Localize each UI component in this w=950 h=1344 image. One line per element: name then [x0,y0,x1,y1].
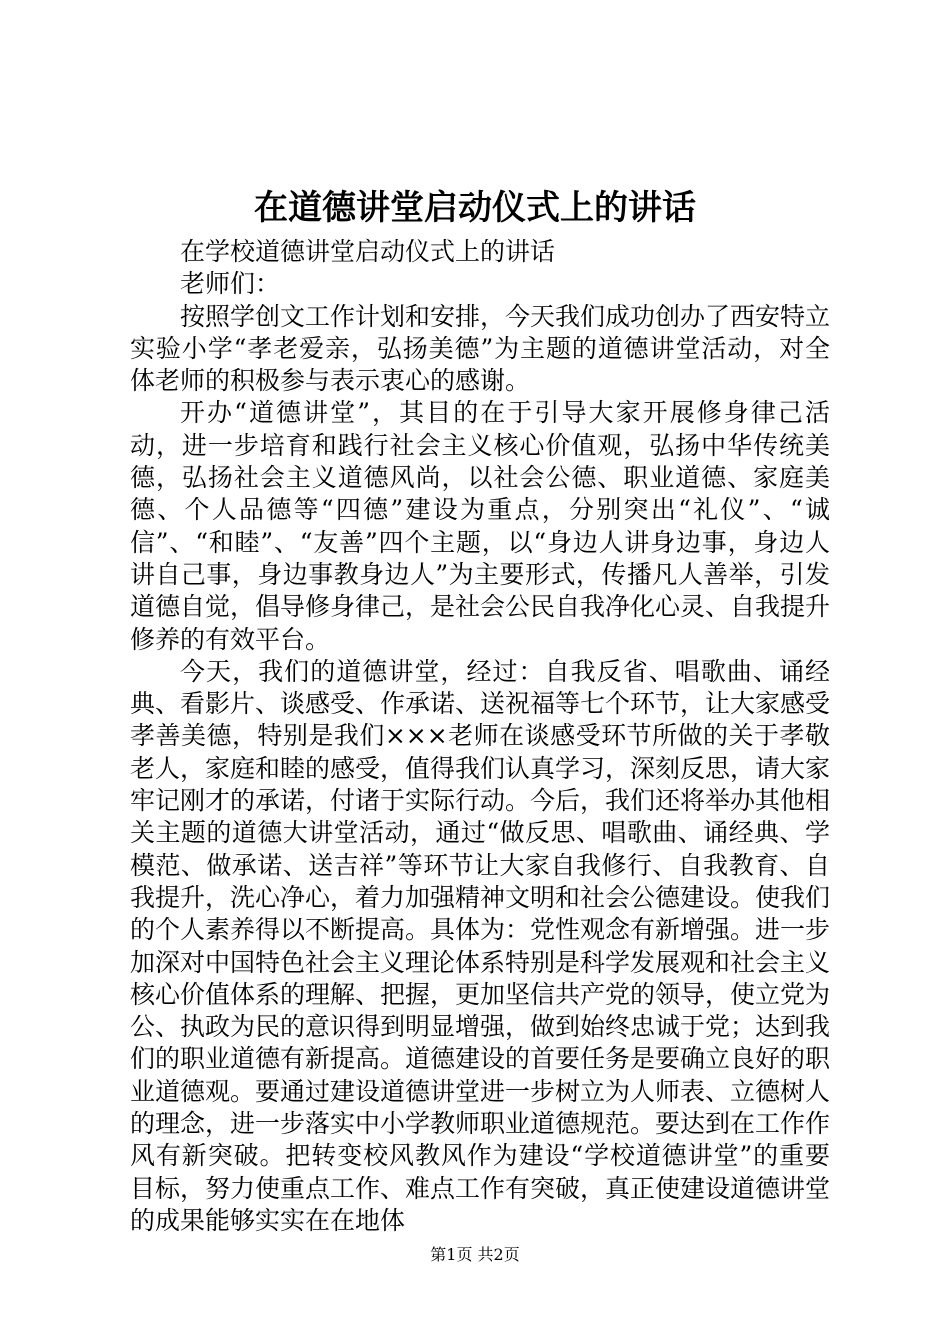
document-body [130,236,830,1237]
body-paragraph: 开办“道德讲堂”，其目的在于引导大家开展修身律己活动，进一步培育和践行社会主义核心价值观，弘扬中华传统美德，弘扬社会主义道德风尚，以社会公德、职业道德、家庭美德、个人品德等“四德”建设为重点，分别突出“礼仪”、“诚信”、“和睦”、“友善”四个主题，以“身边人讲身边事，身边人讲自己事，身边事教身边人”为主要形式，传播凡人善举，引发道德自觉，倡导修身律己，是社会公民自我净化心灵、自我提升修养的有效平台。 [130,398,831,654]
body-paragraph: 今天，我们的道德讲堂，经过：自我反省、唱歌曲、诵经典、看影片、谈感受、作承诺、送祝福等七个环节，让大家感受孝善美德，特别是我们×××老师在谈感受环节所做的关于孝敬老人，家庭和睦的感受，值得我们认真学习，深刻反思，请大家牢记刚才的承诺，付诸于实际行动。今后，我们还将举办其他相关主题的道德大讲堂活动，通过“做反思、唱歌曲、诵经典、学模范、做承诺、送吉祥”等环节让大家自我修行、自我教育、自我提升，洗心净心，着力加强精神文明和社会公德建设。使我们的个人素养得以不断提高。具体为：党性观念有新增强。进一步加深对中国特色社会主义理论体系特别是科学发展观和社会主义核心价值体系的理解、把握，更加坚信共产党的领导，使立党为公、执政为民的意识得到明显增强，做到始终忠诚于党；达到我们的职业道德有新提高。道德建设的首要任务是要确立良好的职业道德观。要通过建设道德讲堂进一步树立为人师表、立德树人的理念，进一步落实中小学教师职业道德规范。要达到在工作作风有新突破。把转变校风教风作为建设“学校道德讲堂”的重要目标，努力使重点工作、难点工作有突破，真正使建设道德讲堂的成果能够实实在在地体 [130,656,831,1235]
salutation-paragraph: 老师们： [180,269,281,299]
subtitle-paragraph: 在学校道德讲堂启动仪式上的讲话 [180,237,556,266]
body-paragraph: 按照学创文工作计划和安排，今天我们成功创办了西安特立实验小学“孝老爱亲，弘扬美德”为主题的道德讲堂活动，对全体老师的积极参与表示衷心的感谢。 [130,301,831,396]
document-title: 在道德讲堂启动仪式上的讲话 [254,188,696,228]
page-footer: 第1页 共2页 [430,1245,520,1264]
